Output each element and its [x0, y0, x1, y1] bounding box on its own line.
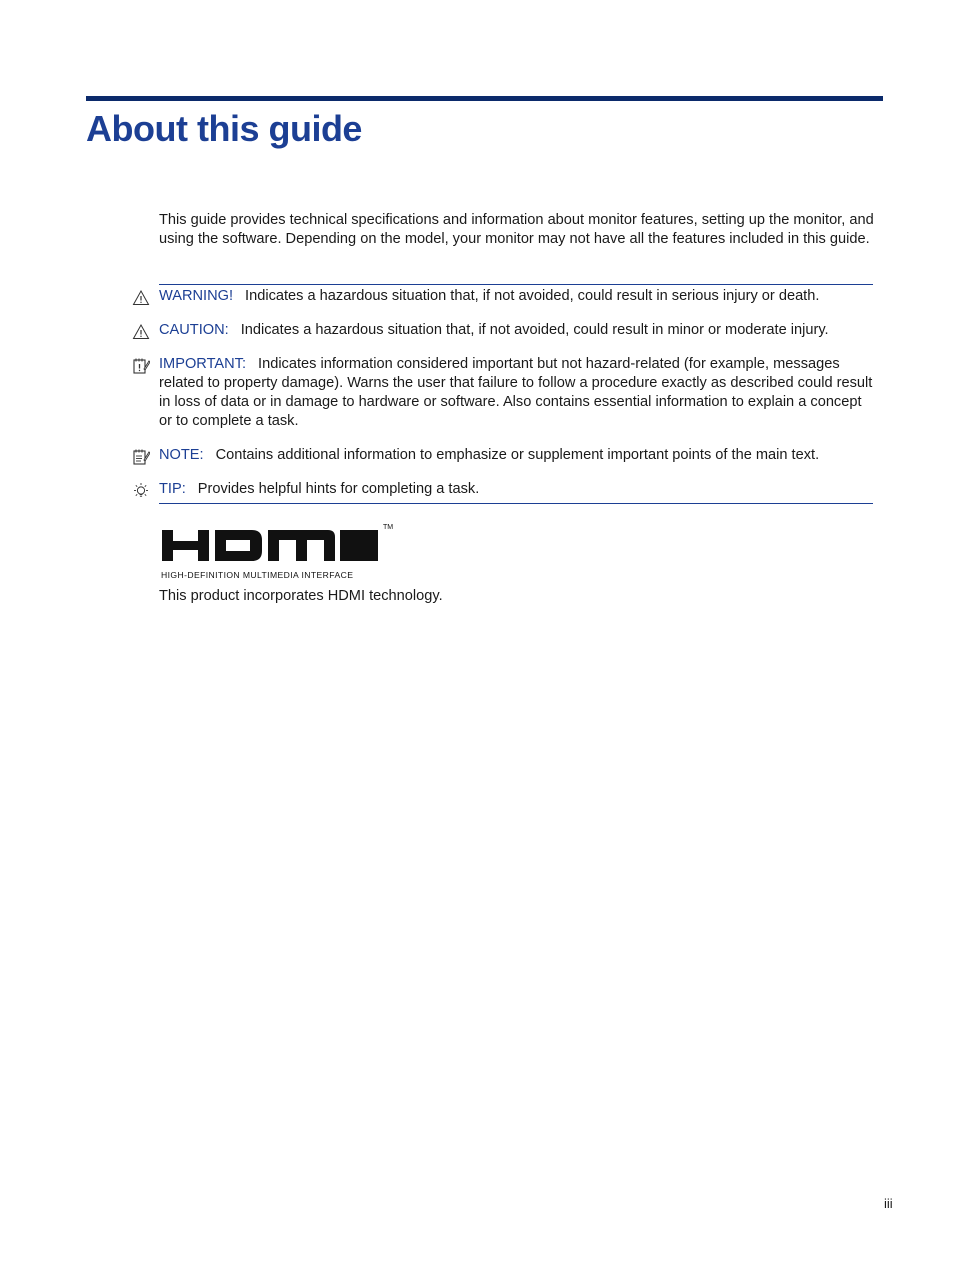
- page-number: iii: [884, 1196, 893, 1211]
- warning-triangle-icon: [132, 289, 150, 307]
- notice-text-caution: Indicates a hazardous situation that, if not avoided, could result in minor or moderate injury.: [240, 322, 829, 338]
- notices-bottom-rule: [159, 503, 873, 504]
- notices-top-rule: [159, 284, 873, 285]
- lightbulb-icon: [132, 482, 150, 500]
- important-notice: [159, 355, 875, 431]
- notice-label-important: IMPORTANT:: [159, 356, 247, 372]
- notice-text-important: Indicates information considered important but not hazard-related (for example, messages related to property damage). Warns the user that failure to follow a procedure exactly as described could result in loss of data or in damage to hardware or software. Also contains essential information to explain a concept or to complete a task.: [159, 356, 873, 429]
- caution-triangle-icon: [132, 323, 150, 341]
- hdmi-logo: [160, 522, 396, 580]
- title-rule: [86, 96, 883, 101]
- notice-label-warning: WARNING!: [159, 288, 234, 304]
- notice-label-caution: CAUTION:: [159, 322, 229, 338]
- note-notice: [159, 446, 875, 465]
- notice-text-note: Contains additional information to emphasize or supplement important points of the main text.: [215, 447, 820, 463]
- intro-paragraph: This guide provides technical specifications and information about monitor features, setting up the monitor, and using the software. Depending on the model, your monitor may not have all the features included in this guide.: [159, 212, 874, 248]
- hdmi-caption: This product incorporates HDMI technology.: [159, 588, 443, 604]
- notice-text-warning: Indicates a hazardous situation that, if not avoided, could result in serious injury or death.: [245, 288, 820, 304]
- warning-notice: [159, 287, 875, 306]
- svg-text:HIGH-DEFINITION MULTIMEDIA INT: HIGH-DEFINITION MULTIMEDIA INTERFACE: [161, 570, 354, 580]
- notice-label-note: NOTE:: [159, 447, 204, 463]
- page-title: About this guide: [86, 108, 362, 149]
- caution-notice: [159, 321, 875, 340]
- tip-notice: [159, 480, 875, 499]
- notice-text-tip: Provides helpful hints for completing a task.: [197, 481, 480, 497]
- important-notepad-icon: [132, 357, 150, 375]
- note-notepad-icon: [132, 448, 150, 466]
- notice-label-tip: TIP:: [159, 481, 186, 497]
- svg-text:TM: TM: [383, 524, 394, 531]
